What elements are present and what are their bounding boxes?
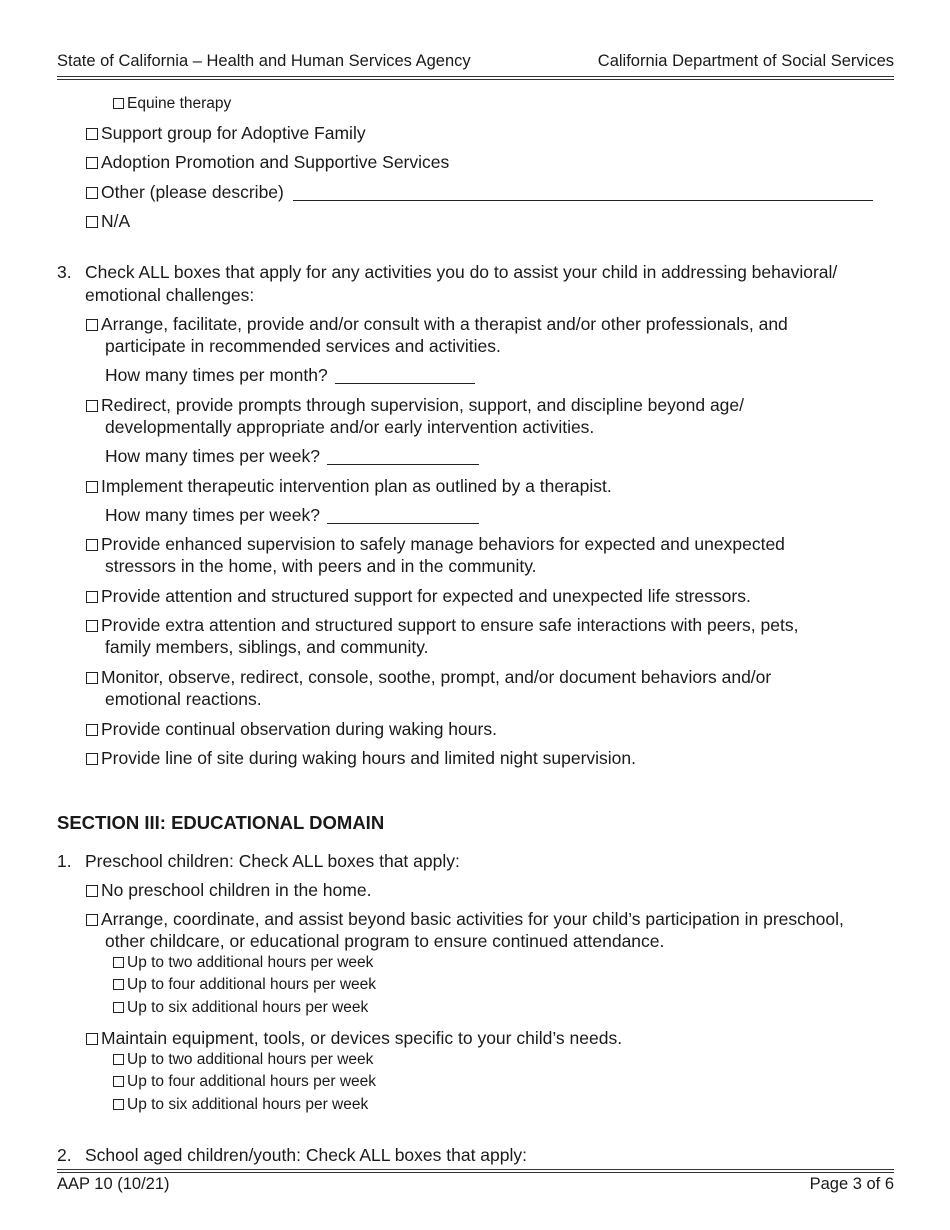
checkbox-other[interactable] <box>86 187 98 199</box>
checkbox-q3-extra-attention[interactable] <box>86 620 98 632</box>
option-equine-therapy: Equine therapy <box>113 94 231 114</box>
arrange-option-six-hours: Up to six additional hours per week <box>113 998 368 1018</box>
preschool-maintain-equipment: Maintain equipment, tools, or devices specific to your child’s needs. <box>86 1027 622 1049</box>
footer-form-id: AAP 10 (10/21) <box>57 1175 170 1193</box>
section3-question-1-text: Preschool children: Check ALL boxes that apply: <box>85 851 460 871</box>
q3-item-monitor-line2: emotional reactions. <box>105 689 262 709</box>
checkbox-q3-attention-support[interactable] <box>86 591 98 603</box>
maintain-option-six-hours: Up to six additional hours per week <box>113 1095 368 1115</box>
header-rule-top <box>57 76 894 77</box>
q3-item-extra-attention: Provide extra attention and structured support to ensure safe interactions with peers, pets, <box>86 614 798 636</box>
preschool-arrange-line2: other childcare, or educational program to ensure continued attendance. <box>105 931 665 951</box>
checkbox-maintain-six-hours[interactable] <box>113 1099 124 1110</box>
checkbox-arrange-two-hours[interactable] <box>113 957 124 968</box>
preschool-arrange: Arrange, coordinate, and assist beyond basic activities for your child’s participation in preschool, <box>86 908 844 930</box>
section3-question-1-number: 1. <box>57 851 72 871</box>
q3-item-redirect-line2: developmentally appropriate and/or early intervention activities. <box>105 417 595 437</box>
checkbox-q3-enhanced-supervision[interactable] <box>86 539 98 551</box>
q3-item-attention-support: Provide attention and structured support for expected and unexpected life stressors. <box>86 585 751 607</box>
header-rule-bottom <box>57 79 894 80</box>
option-other: Other (please describe) <box>86 181 873 203</box>
q3-item-intervention-plan: Implement therapeutic intervention plan as outlined by a therapist. <box>86 475 612 497</box>
checkbox-q3-therapist[interactable] <box>86 319 98 331</box>
header-agency: State of California – Health and Human Services Agency <box>57 52 471 70</box>
q3-item-monitor: Monitor, observe, redirect, console, soothe, prompt, and/or document behaviors and/or <box>86 666 771 688</box>
question-3-text-line2: emotional challenges: <box>85 285 255 305</box>
checkbox-arrange-four-hours[interactable] <box>113 979 124 990</box>
checkbox-maintain-two-hours[interactable] <box>113 1054 124 1065</box>
checkbox-maintain-four-hours[interactable] <box>113 1076 124 1087</box>
question-3-number: 3. <box>57 262 72 282</box>
q3-item-enhanced-supervision-line2: stressors in the home, with peers and in the community. <box>105 556 537 576</box>
checkbox-q3-monitor[interactable] <box>86 672 98 684</box>
q3-item-enhanced-supervision: Provide enhanced supervision to safely manage behaviors for expected and unexpected <box>86 533 785 555</box>
other-description-field[interactable] <box>293 184 873 201</box>
checkbox-q3-intervention-plan[interactable] <box>86 481 98 493</box>
q3-intervention-frequency: How many times per week? <box>105 504 479 526</box>
maintain-option-two-hours: Up to two additional hours per week <box>113 1050 373 1070</box>
checkbox-preschool-maintain[interactable] <box>86 1033 98 1045</box>
footer-rule-bottom <box>57 1172 894 1173</box>
q3-item-redirect: Redirect, provide prompts through supervision, support, and discipline beyond age/ <box>86 394 744 416</box>
therapist-per-month-field[interactable] <box>335 367 475 384</box>
q3-item-extra-attention-line2: family members, siblings, and community. <box>105 637 429 657</box>
page-footer <box>57 1175 894 1194</box>
preschool-none: No preschool children in the home. <box>86 879 371 901</box>
option-na: N/A <box>86 210 130 232</box>
page-header <box>57 52 894 71</box>
checkbox-preschool-arrange[interactable] <box>86 914 98 926</box>
checkbox-preschool-none[interactable] <box>86 885 98 897</box>
section3-question-2-text: School aged children/youth: Check ALL boxes that apply: <box>85 1145 528 1165</box>
checkbox-na[interactable] <box>86 216 98 228</box>
checkbox-q3-continual-observation[interactable] <box>86 724 98 736</box>
intervention-per-week-field[interactable] <box>327 507 479 524</box>
q3-item-line-of-site: Provide line of site during waking hours and limited night supervision. <box>86 747 636 769</box>
header-department: California Department of Social Services <box>597 52 894 70</box>
redirect-per-week-field[interactable] <box>327 448 479 465</box>
footer-rule-top <box>57 1169 894 1170</box>
checkbox-equine-therapy[interactable] <box>113 98 124 109</box>
q3-item-therapist: Arrange, facilitate, provide and/or consult with a therapist and/or other professionals, and <box>86 313 788 335</box>
q3-item-continual-observation: Provide continual observation during waking hours. <box>86 718 497 740</box>
q3-therapist-frequency: How many times per month? <box>105 364 475 386</box>
section-3-title: SECTION III: EDUCATIONAL DOMAIN <box>57 812 385 833</box>
footer-page-number: Page 3 of 6 <box>809 1175 894 1193</box>
checkbox-support-group[interactable] <box>86 128 98 140</box>
checkbox-q3-line-of-site[interactable] <box>86 753 98 765</box>
question-3-text-line1: Check ALL boxes that apply for any activities you do to assist your child in addressing behavioral/ <box>85 262 838 282</box>
arrange-option-four-hours: Up to four additional hours per week <box>113 975 376 995</box>
q3-redirect-frequency: How many times per week? <box>105 445 479 467</box>
arrange-option-two-hours: Up to two additional hours per week <box>113 953 373 973</box>
checkbox-q3-redirect[interactable] <box>86 400 98 412</box>
section3-question-2-number: 2. <box>57 1145 72 1165</box>
option-adoption-promotion: Adoption Promotion and Supportive Services <box>86 151 449 173</box>
q3-item-therapist-line2: participate in recommended services and activities. <box>105 336 501 356</box>
option-support-group: Support group for Adoptive Family <box>86 122 366 144</box>
checkbox-arrange-six-hours[interactable] <box>113 1002 124 1013</box>
checkbox-adoption-promotion[interactable] <box>86 157 98 169</box>
maintain-option-four-hours: Up to four additional hours per week <box>113 1072 376 1092</box>
